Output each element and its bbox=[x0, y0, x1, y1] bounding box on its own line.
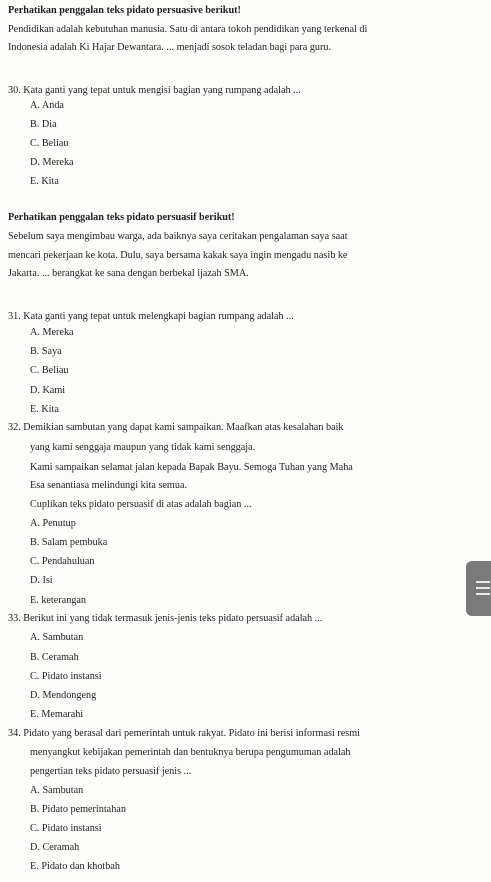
section1-heading: Perhatikan penggalan teks pidato persuasive berikut! bbox=[8, 5, 241, 16]
q32-option-e: E. keterangan bbox=[30, 595, 87, 606]
section2-passage-line: Jakarta. ... berangkat ke sana dengan berbekal ijazah SMA. bbox=[8, 268, 249, 279]
q31-option-e: E. Kita bbox=[30, 404, 59, 415]
q33-option-c: C. Pidato instansi bbox=[30, 671, 102, 682]
q31-option-c: C. Beliau bbox=[30, 365, 69, 376]
question-32-line: Cuplikan teks pidato persuasif di atas adalah bagian ... bbox=[30, 499, 252, 510]
question-32-line: Esa senantiasa melindungi kita semua. bbox=[30, 480, 188, 491]
q32-option-d: D. Isi bbox=[30, 575, 53, 586]
q32-option-b: B. Salam pembuka bbox=[30, 537, 108, 548]
q31-option-d: D. Kami bbox=[30, 385, 66, 396]
question-33: 33. Berikut ini yang tidak termasuk jenis-jenis teks pidato persuasif adalah ... bbox=[8, 613, 323, 624]
section2-passage-line: mencari pekerjaan ke kota. Dulu, saya bersama kakak saya ingin mengadu nasib ke bbox=[8, 250, 348, 261]
question-32-line: yang kami senggaja maupun yang tidak kami senggaja. bbox=[30, 442, 256, 453]
q34-option-c: C. Pidato instansi bbox=[30, 823, 102, 834]
side-menu-tab[interactable] bbox=[466, 561, 491, 616]
q31-option-a: A. Mereka bbox=[30, 327, 74, 338]
q34-option-b: B. Pidato pemerintahan bbox=[30, 804, 126, 815]
section2-heading: Perhatikan penggalan teks pidato persuasif berikut! bbox=[8, 212, 235, 223]
q30-option-b: B. Dia bbox=[30, 119, 57, 130]
q30-option-e: E. Kita bbox=[30, 176, 59, 187]
section1-passage-line: Indonesia adalah Ki Hajar Dewantara. ... menjadi sosok teladan bagi para guru. bbox=[8, 42, 332, 53]
q32-option-a: A. Penutup bbox=[30, 518, 76, 529]
q34-option-e: E. Pidato dan khotbah bbox=[30, 861, 120, 872]
question-34-line: pengertian teks pidato persuasif jenis ... bbox=[30, 766, 192, 777]
q33-option-a: A. Sambutan bbox=[30, 632, 84, 643]
question-31: 31. Kata ganti yang tepat untuk melengkapi bagian rumpang adalah ... bbox=[8, 311, 294, 322]
q31-option-b: B. Saya bbox=[30, 346, 62, 357]
q30-option-c: C. Beliau bbox=[30, 138, 69, 149]
q33-option-e: E. Memarahi bbox=[30, 709, 84, 720]
question-30: 30. Kata ganti yang tepat untuk mengisi bagian yang rumpang adalah ... bbox=[8, 85, 301, 96]
question-34-line: menyangkut kebijakan pemerintah dan bentuknya berupa pengumuman adalah bbox=[30, 747, 351, 758]
question-32-line: Kami sampaikan selamat jalan kepada Bapak Bayu. Semoga Tuhan yang Maha bbox=[30, 462, 353, 473]
q33-option-b: B. Ceramah bbox=[30, 652, 79, 663]
q30-option-a: A. Anda bbox=[30, 100, 64, 111]
question-32: 32. Demikian sambutan yang dapat kami sampaikan. Maafkan atas kesalahan baik bbox=[8, 422, 344, 433]
q30-option-d: D. Mereka bbox=[30, 157, 74, 168]
question-34: 34. Pidato yang berasal dari pemerintah untuk rakyat. Pidato ini berisi informasi resmi bbox=[8, 728, 360, 739]
q34-option-a: A. Sambutan bbox=[30, 785, 84, 796]
section1-passage-line: Pendidikan adalah kebutuhan manusia. Satu di antara tokoh pendidikan yang terkenal di bbox=[8, 24, 368, 35]
section2-passage-line: Sebelum saya mengimbau warga, ada baiknya saya ceritakan pengalaman saya saat bbox=[8, 231, 348, 242]
cutoff-next-question bbox=[0, 876, 491, 882]
q34-option-d: D. Ceramah bbox=[30, 842, 80, 853]
q33-option-d: D. Mendongeng bbox=[30, 690, 97, 701]
q32-option-c: C. Pendahuluan bbox=[30, 556, 95, 567]
